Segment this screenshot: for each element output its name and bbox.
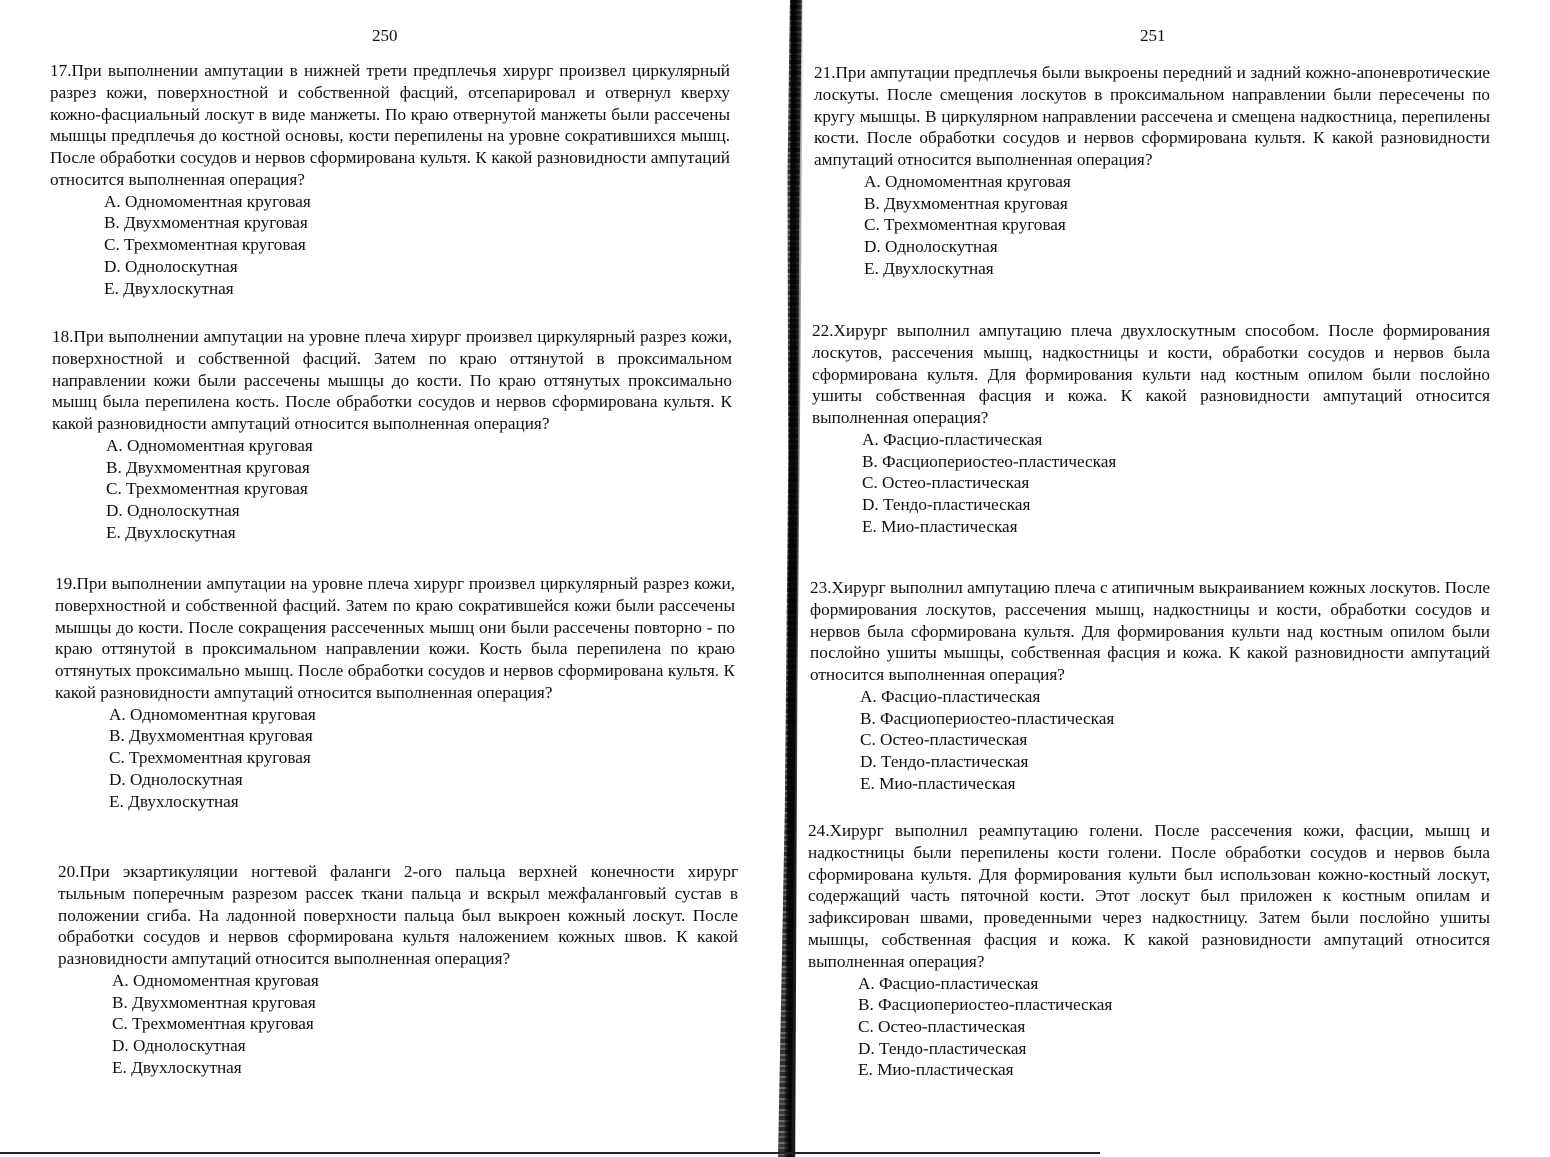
option-b: B. Двухмоментная круговая	[104, 213, 308, 233]
question-text: 18.При выполнении ампутации на уровне плеча хирург произвел циркулярный разрез кожи, поверхностной и собственной фасций. Затем по краю оттянутой в проксимальном направлении кожи были рассечены мышцы до кости. По краю оттянутых проксимально мышц была перепилена кость. После обработки сосудов и нервов сформирована культя. К какой разновидности ампутаций относится выполненная операция?	[52, 327, 732, 434]
option-c: C. Трехмоментная круговая	[112, 1014, 314, 1034]
answer-options	[104, 191, 730, 300]
option-b: B. Фасциопериостео-пластическая	[860, 708, 1115, 728]
question-number: 19.	[55, 574, 77, 593]
option-a: A. Одномоментная круговая	[109, 704, 316, 724]
option-e: E. Двухлоскутная	[109, 791, 239, 811]
answer-options	[862, 429, 1490, 538]
question-text: 22.Хирург выполнил ампутацию плеча двухлоскутным способом. После формирования лоскутов, рассечения мышц, надкостницы и кости, обработки сосудов и нервов была сформирована культя. Для формирования культи над костным опилом были послойно ушиты собственная фасция и кожа. К какой разновидности ампутаций относится выполненная операция?	[812, 321, 1490, 428]
option-c: C. Трехмоментная круговая	[109, 748, 311, 768]
option-c: C. Трехмоментная круговая	[864, 215, 1066, 235]
question-23	[810, 577, 1490, 795]
question-number: 18.	[52, 327, 74, 346]
option-d: D. Однолоскутная	[109, 769, 243, 789]
option-b: B. Двухмоментная круговая	[106, 457, 310, 477]
option-d: D. Однолоскутная	[112, 1036, 246, 1056]
option-e: E. Двухлоскутная	[106, 522, 236, 542]
question-number: 21.	[814, 63, 836, 82]
option-d: D. Тендо-пластическая	[858, 1038, 1027, 1058]
page-number: 250	[372, 26, 398, 45]
question-number: 24.	[808, 821, 830, 840]
question-17	[50, 60, 730, 299]
option-e: E. Двухлоскутная	[104, 278, 234, 298]
answer-options	[864, 171, 1490, 280]
option-c: C. Остео-пластическая	[862, 473, 1030, 493]
question-number: 17.	[50, 61, 72, 80]
option-a: A. Одномоментная круговая	[104, 191, 311, 211]
option-d: D. Однолоскутная	[106, 501, 240, 521]
option-b: B. Фасциопериостео-пластическая	[858, 995, 1113, 1015]
question-number: 20.	[58, 862, 80, 881]
option-e: E. Двухлоскутная	[112, 1057, 242, 1077]
answer-options	[112, 970, 738, 1079]
option-c: C. Остео-пластическая	[860, 730, 1028, 750]
answer-options	[860, 686, 1490, 795]
answer-options	[858, 973, 1490, 1082]
answer-options	[106, 435, 732, 544]
question-20	[58, 861, 738, 1079]
question-number: 22.	[812, 321, 834, 340]
question-text: 17.При выполнении ампутации в нижней трети предплечья хирург произвел циркулярный разрез кожи, поверхностной и собственной фасций, отсепарировал и отвернул кверху кожно-фасциальный лоскут в виде манжеты. По краю отвернутой манжеты были рассечены мышцы предплечья до костной основы, кости перепилены на уровне сократившихся мышц. После обработки сосудов и нервов сформирована культя. К какой разновидности ампутаций относится выполненная операция?	[50, 61, 730, 189]
question-21	[814, 62, 1490, 280]
question-text: 20.При экзартикуляции ногтевой фаланги 2-ого пальца верхней конечности хирург тыльным поперечным разрезом рассек ткани пальца и вскрыл межфаланговый сустав в положении сгиба. На ладонной поверхности пальца был выкроен кожный лоскут. После обработки сосудов и нервов сформирована культя наложением кожных швов. К какой разновидности ампутаций относится выполненная операция?	[58, 862, 738, 969]
option-d: D. Однолоскутная	[864, 237, 998, 257]
option-e: E. Мио-пластическая	[862, 516, 1018, 536]
option-a: A. Фасцио-пластическая	[862, 429, 1043, 449]
question-24	[808, 820, 1490, 1081]
page-number: 251	[1140, 26, 1166, 45]
option-a: A. Одномоментная круговая	[864, 171, 1071, 191]
option-a: A. Одномоментная круговая	[112, 970, 319, 990]
question-text: 19.При выполнении ампутации на уровне плеча хирург произвел циркулярный разрез кожи, поверхностной и собственной фасций. Затем по краю сократившейся кожи были рассечены мышцы до кости. После сокращения рассеченных мышц они были рассечены повторно - по краю оттянутой в проксимальном направлении кожи. Кость была перепилена по краю оттянутых проксимально мышц. После обработки сосудов и нервов сформирована культя. К какой разновидности ампутаций относится выполненная операция?	[55, 574, 735, 702]
option-b: B. Фасциопериостео-пластическая	[862, 451, 1117, 471]
option-e: E. Мио-пластическая	[860, 773, 1016, 793]
option-e: E. Мио-пластическая	[858, 1060, 1014, 1080]
option-c: C. Остео-пластическая	[858, 1016, 1026, 1036]
option-a: A. Одномоментная круговая	[106, 435, 313, 455]
question-19	[55, 573, 735, 812]
option-e: E. Двухлоскутная	[864, 258, 994, 278]
option-d: D. Однолоскутная	[104, 256, 238, 276]
question-text: 24.Хирург выполнил реампутацию голени. После рассечения кожи, фасции, мышц и надкостницы были перепилены кости голени. После обработки сосудов и нервов была сформирована культя. Для формирования культи был использован кожно-костный лоскут, содержащий часть пяточной кости. Этот лоскут был приложен к костным опилам и зафиксирован швами, проведенными через надкостницу. Затем были послойно ушиты мышцы, собственная фасция и кожа. К какой разновидности ампутаций относится выполненная операция?	[808, 821, 1490, 971]
question-text: 23.Хирург выполнил ампутацию плеча с атипичным выкраиванием кожных лоскутов. После формирования лоскутов, рассечения мышц, надкостницы и кости, обработки сосудов и нервов была сформирована культя. Для формирования культи над костным опилом были послойно ушиты мышцы, собственная фасция и кожа. К какой разновидности ампутаций относится выполненная операция?	[810, 578, 1490, 685]
option-b: B. Двухмоментная круговая	[109, 726, 313, 746]
question-18	[52, 326, 732, 544]
option-a: A. Фасцио-пластическая	[858, 973, 1039, 993]
answer-options	[109, 704, 735, 813]
option-d: D. Тендо-пластическая	[860, 752, 1029, 772]
page-bottom-edge	[0, 1152, 1100, 1154]
option-b: B. Двухмоментная круговая	[112, 992, 316, 1012]
option-b: B. Двухмоментная круговая	[864, 193, 1068, 213]
option-c: C. Трехмоментная круговая	[104, 235, 306, 255]
question-22	[812, 320, 1490, 538]
option-d: D. Тендо-пластическая	[862, 495, 1031, 515]
question-number: 23.	[810, 578, 832, 597]
right-page	[790, 0, 1550, 1157]
question-text: 21.При ампутации предплечья были выкроены передний и задний кожно-апоневротические лоскуты. После смещения лоскутов в проксимальном направлении были пересечены по кругу мышцы. В циркулярном направлении рассечена и смещена надкостница, перепилены кости. После обработки сосудов и нервов сформирована культя. К какой разновидности ампутаций относится выполненная операция?	[814, 63, 1490, 170]
option-a: A. Фасцио-пластическая	[860, 686, 1041, 706]
option-c: C. Трехмоментная круговая	[106, 479, 308, 499]
